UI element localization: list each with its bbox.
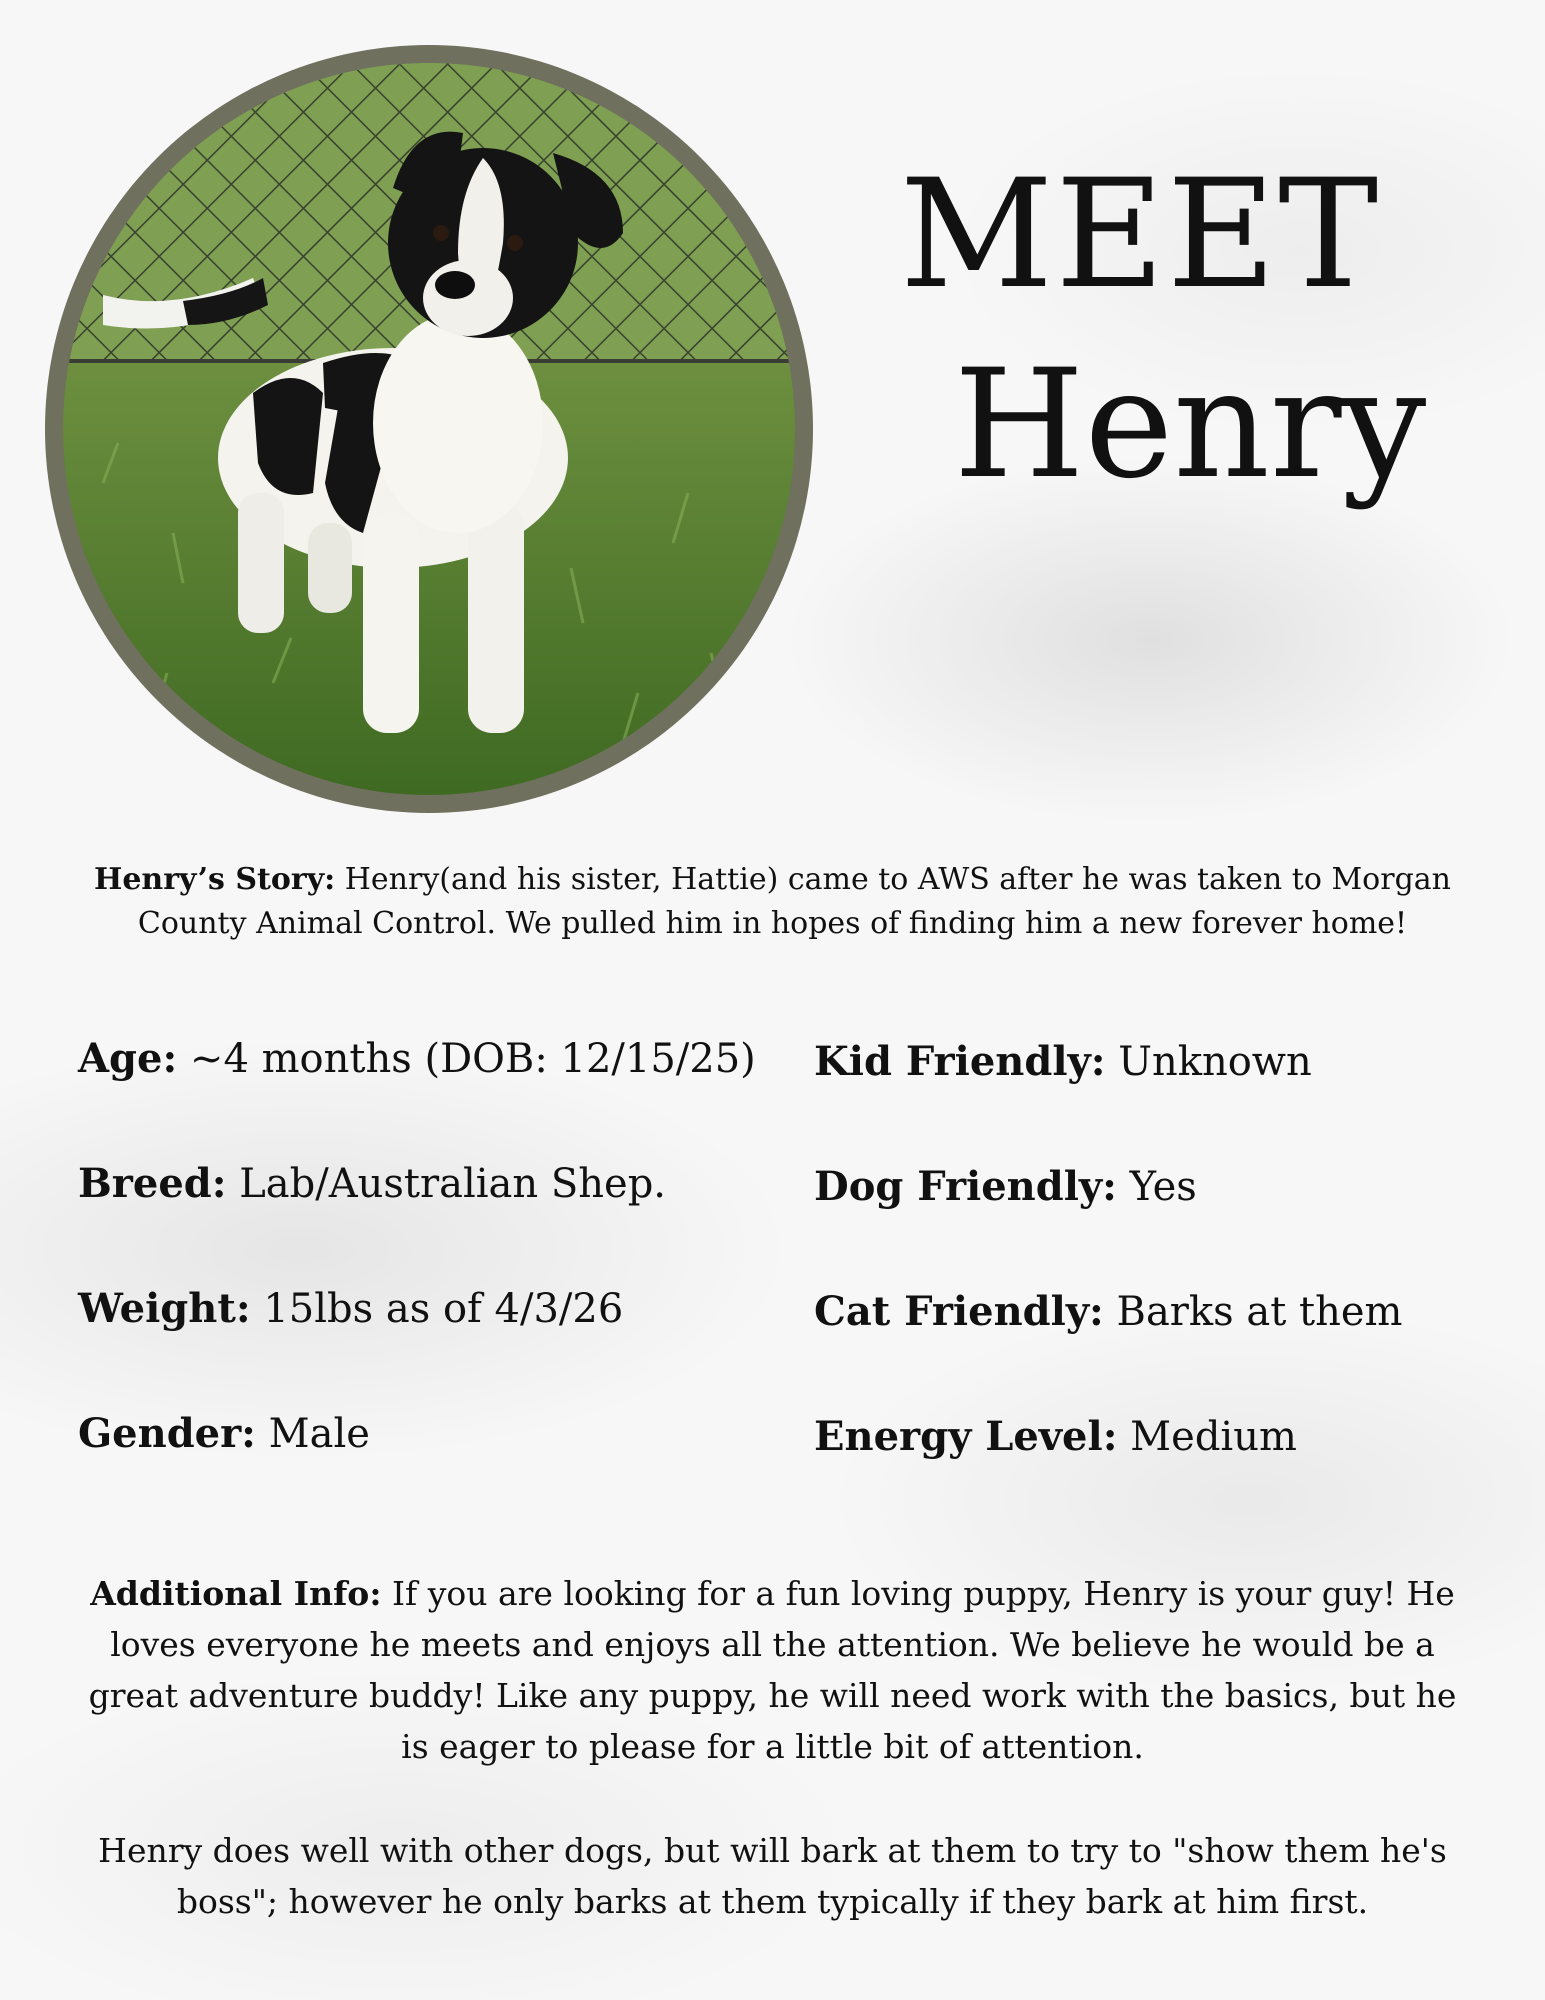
- fact-value: Lab/Australian Shep.: [226, 1161, 667, 1207]
- fact-key: Age:: [78, 1035, 178, 1082]
- fact-value: Yes: [1116, 1164, 1197, 1210]
- fact-value: Unknown: [1105, 1039, 1312, 1085]
- fact-cat-friendly: [814, 1288, 1402, 1413]
- story-paragraph: [90, 858, 1455, 947]
- fact-value: Medium: [1117, 1414, 1297, 1460]
- fact-value: 15lbs as of 4/3/26: [250, 1286, 624, 1332]
- fact-weight: [78, 1285, 756, 1410]
- fact-key: Gender:: [78, 1410, 256, 1457]
- fact-breed: [78, 1160, 756, 1285]
- fact-kid-friendly: [814, 1038, 1402, 1163]
- fact-key: Weight:: [78, 1285, 251, 1332]
- fact-key: Kid Friendly:: [814, 1038, 1106, 1085]
- fact-key: Dog Friendly:: [814, 1163, 1117, 1210]
- additional-info-text: If you are looking for a fun loving puppy, Henry is your guy! He loves everyone he meets and enjoys all the attention. We believe he would be a great adventure buddy! Like any puppy, he will need work with the basics, but he is eager to please for a little bit of attention.: [88, 1574, 1457, 1767]
- fact-dog-friendly: [814, 1163, 1402, 1288]
- additional-info-paragraph: [70, 1568, 1475, 1773]
- story-text: Henry(and his sister, Hattie) came to AWS after he was taken to Morgan County Animal Control. We pulled him in hopes of finding him a new forever home!: [137, 862, 1451, 942]
- facts-right-column: [814, 1038, 1402, 1538]
- fact-energy-level: [814, 1413, 1402, 1538]
- fact-key: Cat Friendly:: [814, 1288, 1104, 1335]
- dog-photo-frame: [45, 45, 813, 813]
- fact-key: Energy Level:: [814, 1413, 1118, 1460]
- fact-value: ~4 months (DOB: 12/15/25): [177, 1036, 756, 1082]
- dog-photo-illustration: [63, 63, 795, 795]
- fact-value: Barks at them: [1103, 1289, 1403, 1335]
- fact-gender: [78, 1410, 756, 1535]
- fact-age: [78, 1035, 756, 1160]
- dog-photo: [63, 63, 795, 795]
- story-label: Henry’s Story:: [94, 862, 336, 897]
- facts-left-column: [78, 1035, 756, 1535]
- title-dog-name: Henry: [953, 338, 1427, 512]
- fact-key: Breed:: [78, 1160, 227, 1207]
- additional-info-label: Additional Info:: [90, 1574, 382, 1613]
- title-meet: MEET: [899, 148, 1381, 322]
- dog-behavior-paragraph: Henry does well with other dogs, but will bark at them to try to "show them he's boss"; however he only barks at them typically if they bark at him first.: [98, 1831, 1447, 1922]
- page-title: [880, 148, 1500, 512]
- fact-value: Male: [255, 1411, 370, 1457]
